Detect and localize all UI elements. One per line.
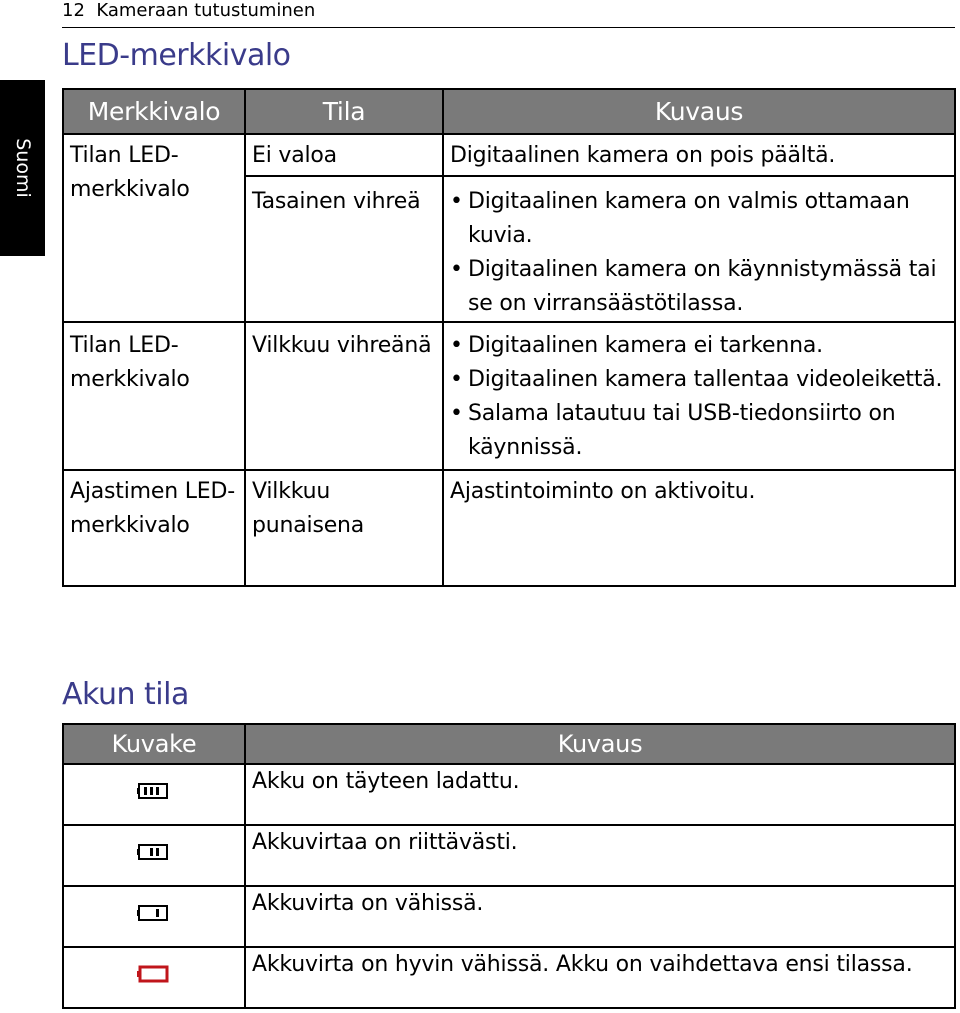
- description-cell: Akkuvirta on vähissä.: [245, 886, 955, 947]
- description-cell: Digitaalinen kamera on pois päältä.: [443, 134, 955, 176]
- indicator-cell: Tilan LED-merkkivalo: [63, 134, 245, 322]
- bullet-item: • Digitaalinen kamera on käynnistymässä tai se on virransäästötilassa.: [450, 253, 948, 321]
- running-head: [62, 0, 315, 21]
- table-row: [63, 322, 955, 470]
- header-state: Tila: [245, 89, 443, 134]
- page-number: 12: [62, 0, 85, 21]
- chapter-title: Kameraan tutustuminen: [96, 0, 316, 21]
- header-description: Kuvaus: [443, 89, 955, 134]
- led-section-title: LED-merkkivalo: [62, 38, 291, 73]
- language-tab-label: Suomi: [11, 138, 34, 198]
- description-cell: [443, 322, 955, 470]
- indicator-cell: Ajastimen LED-merkkivalo: [63, 470, 245, 586]
- battery-low-icon: [137, 901, 171, 923]
- table-row: [63, 470, 955, 586]
- description-cell: Akku on täyteen ladattu.: [245, 764, 955, 825]
- header-rule: [62, 27, 955, 28]
- bullet-item: • Salama latautuu tai USB-tiedonsiirto on käynnissä.: [450, 397, 948, 465]
- bullet-item: • Digitaalinen kamera tallentaa videoleikettä.: [450, 363, 948, 397]
- description-cell: Ajastintoiminto on aktivoitu.: [443, 470, 955, 586]
- indicator-cell: Tilan LED-merkkivalo: [63, 322, 245, 470]
- bullet-item: • Digitaalinen kamera ei tarkenna.: [450, 329, 948, 363]
- state-cell: Vilkkuu punaisena: [245, 470, 443, 586]
- icon-cell: [63, 886, 245, 947]
- battery-table-header: [63, 724, 955, 764]
- table-row: [63, 886, 955, 947]
- icon-cell: [63, 825, 245, 886]
- bullet-item: • Digitaalinen kamera on valmis ottamaan kuvia.: [450, 185, 948, 253]
- state-cell: Vilkkuu vihreänä: [245, 322, 443, 470]
- table-row: [63, 134, 955, 176]
- icon-cell: [63, 947, 245, 1008]
- header-indicator: Merkkivalo: [63, 89, 245, 134]
- battery-full-icon: [137, 779, 171, 801]
- state-cell: Ei valoa: [245, 134, 443, 176]
- table-row: [63, 825, 955, 886]
- language-tab: [0, 80, 45, 256]
- description-cell: [443, 176, 955, 322]
- header-icon: Kuvake: [63, 724, 245, 764]
- icon-cell: [63, 764, 245, 825]
- header-description: Kuvaus: [245, 724, 955, 764]
- battery-empty-icon: [137, 962, 171, 984]
- description-cell: Akkuvirta on hyvin vähissä. Akku on vaihdettava ensi tilassa.: [245, 947, 955, 1008]
- state-cell: Tasainen vihreä: [245, 176, 443, 322]
- battery-medium-icon: [137, 840, 171, 862]
- table-row: [63, 947, 955, 1008]
- led-table: [62, 88, 956, 587]
- battery-table: [62, 723, 956, 1009]
- battery-section-title: Akun tila: [62, 677, 189, 712]
- led-table-header: [63, 89, 955, 134]
- description-cell: Akkuvirtaa on riittävästi.: [245, 825, 955, 886]
- table-row: [63, 764, 955, 825]
